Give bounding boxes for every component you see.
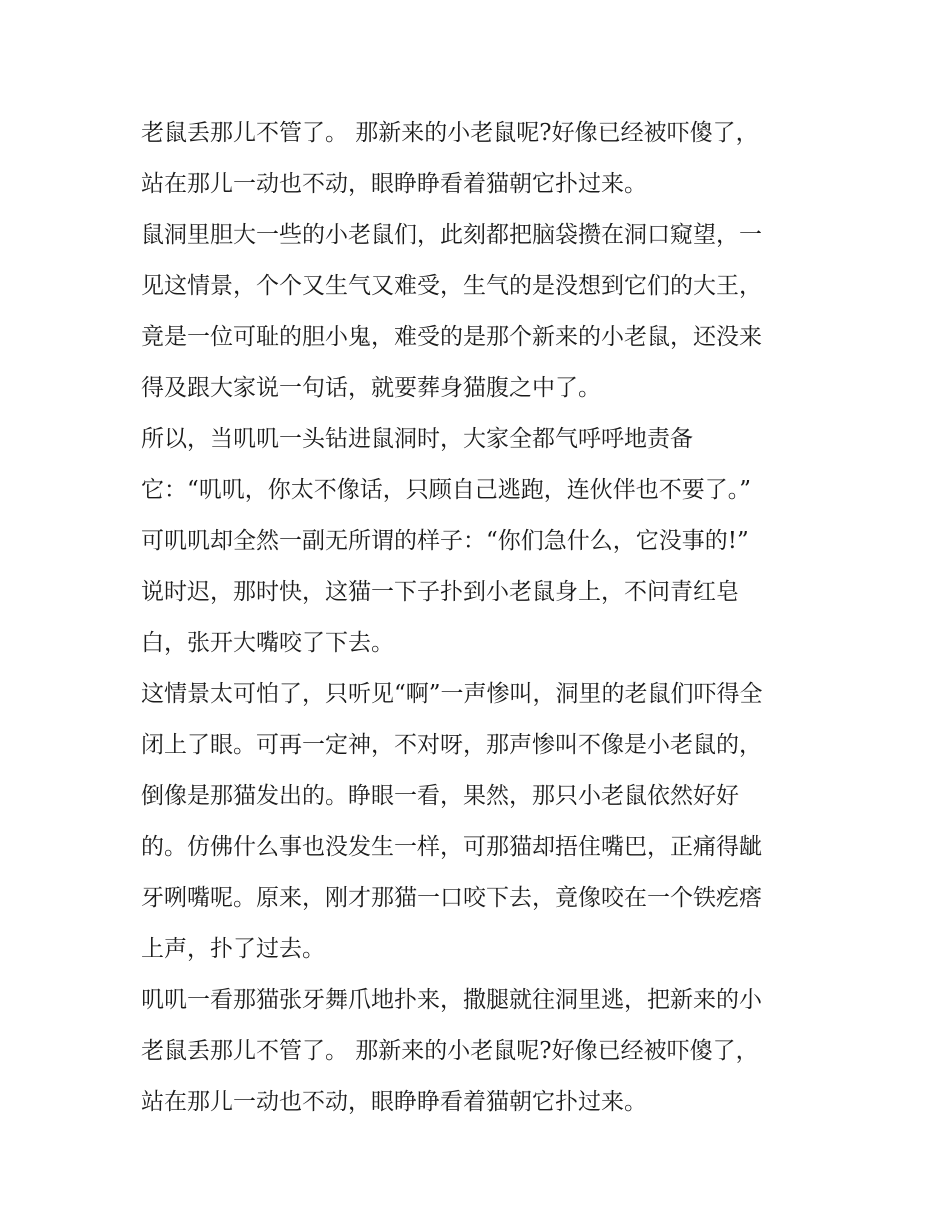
- text-line: 老鼠丢那儿不管了。 那新来的小老鼠呢?好像已经被吓傻了，: [141, 120, 759, 146]
- text-line: 所以，当叽叽一头钻进鼠洞时，大家全都气呼呼地责备: [141, 426, 693, 452]
- text-line: 白，张开大嘴咬了下去。: [141, 630, 394, 656]
- story-text: [141, 108, 821, 1128]
- text-line: 的。仿佛什么事也没发生一样，可那猫却捂住嘴巴，正痛得龇: [141, 834, 762, 860]
- text-line: 说时迟，那时快，这猫一下子扑到小老鼠身上，不问青红皂: [141, 579, 739, 605]
- text-line: 它：“叽叽，你太不像话，只顾自己逃跑，连伙伴也不要了。”: [141, 477, 752, 503]
- text-line: 站在那儿一动也不动，眼睁睁看着猫朝它扑过来。: [141, 171, 647, 197]
- text-line: 上声，扑了过去。: [141, 936, 325, 962]
- text-line: 老鼠丢那儿不管了。 那新来的小老鼠呢?好像已经被吓傻了，: [141, 1038, 759, 1064]
- text-line: 这情景太可怕了，只听见“啊”一声惨叫，洞里的老鼠们吓得全: [141, 681, 763, 707]
- text-line: 可叽叽却全然一副无所谓的样子：“你们急什么，它没事的!”: [141, 528, 749, 554]
- text-line: 鼠洞里胆大一些的小老鼠们，此刻都把脑袋攒在洞口窥望，一: [141, 222, 762, 248]
- text-line: 得及跟大家说一句话，就要葬身猫腹之中了。: [141, 375, 601, 401]
- text-line: 倒像是那猫发出的。睁眼一看，果然，那只小老鼠依然好好: [141, 783, 739, 809]
- text-line: 竟是一位可耻的胆小鬼，难受的是那个新来的小老鼠，还没来: [141, 324, 762, 350]
- text-line: 牙咧嘴呢。原来，刚才那猫一口咬下去，竟像咬在一个铁疙瘩: [141, 885, 762, 911]
- text-line: 叽叽一看那猫张牙舞爪地扑来，撒腿就往洞里逃，把新来的小: [141, 987, 762, 1013]
- text-line: 站在那儿一动也不动，眼睁睁看着猫朝它扑过来。: [141, 1089, 647, 1115]
- text-line: 闭上了眼。可再一定神，不对呀，那声惨叫不像是小老鼠的，: [141, 732, 762, 758]
- text-line: 见这情景，个个又生气又难受，生气的是没想到它们的大王，: [141, 273, 762, 299]
